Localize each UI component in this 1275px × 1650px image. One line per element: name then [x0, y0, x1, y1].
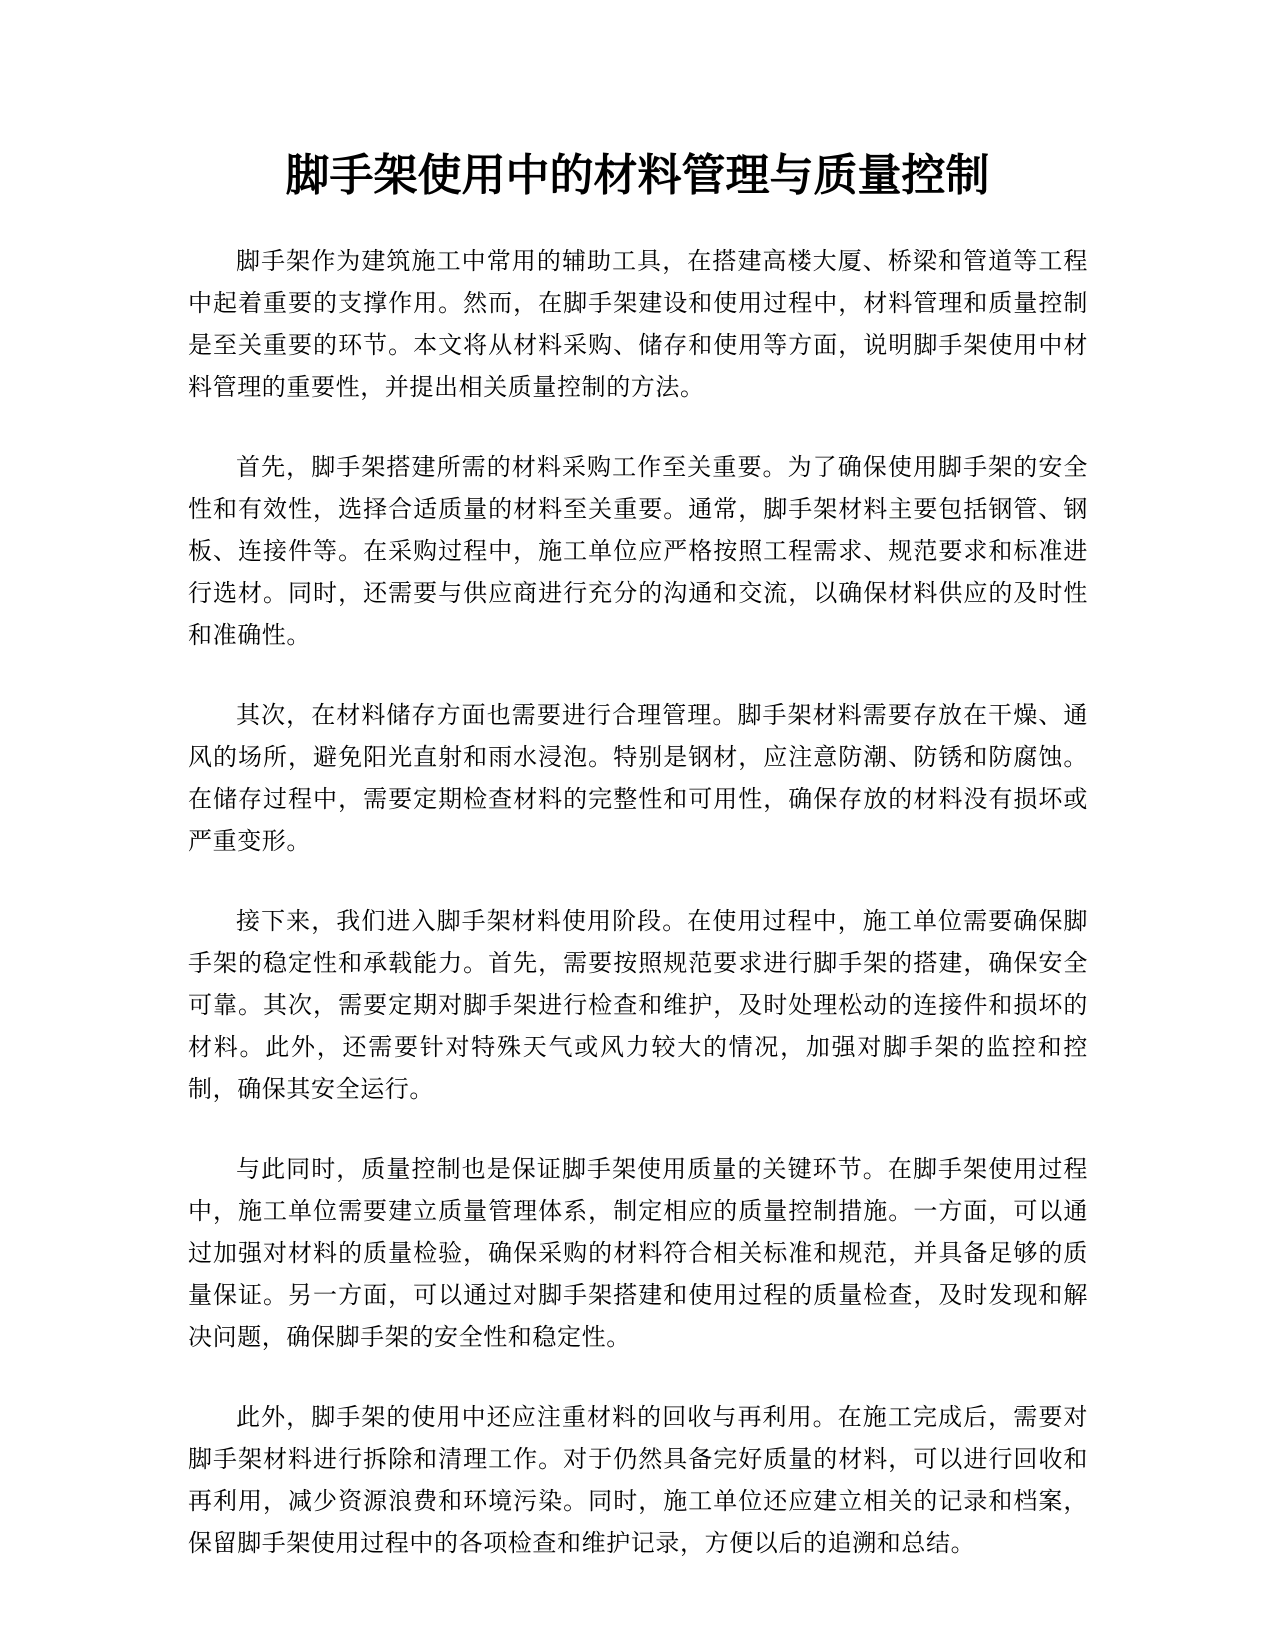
document-body [188, 240, 1088, 1602]
paragraph-5: 与此同时，质量控制也是保证脚手架使用质量的关键环节。在脚手架使用过程中，施工单位需要建立质量管理体系，制定相应的质量控制措施。一方面，可以通过加强对材料的质量检验，确保采购的材料符合相关标准和规范，并具备足够的质量保证。另一方面，可以通过对脚手架搭建和使用过程的质量检查，及时发现和解决问题，确保脚手架的安全性和稳定性。 [188, 1155, 1088, 1351]
paragraph-1: 脚手架作为建筑施工中常用的辅助工具，在搭建高楼大厦、桥梁和管道等工程中起着重要的支撑作用。然而，在脚手架建设和使用过程中，材料管理和质量控制是至关重要的环节。本文将从材料采购、储存和使用等方面，说明脚手架使用中材料管理的重要性，并提出相关质量控制的方法。 [188, 247, 1088, 401]
paragraph-3: 其次，在材料储存方面也需要进行合理管理。脚手架材料需要存放在干燥、通风的场所，避免阳光直射和雨水浸泡。特别是钢材，应注意防潮、防锈和防腐蚀。在储存过程中，需要定期检查材料的完整性和可用性，确保存放的材料没有损坏或严重变形。 [188, 701, 1088, 855]
paragraph-2: 首先，脚手架搭建所需的材料采购工作至关重要。为了确保使用脚手架的安全性和有效性，选择合适质量的材料至关重要。通常，脚手架材料主要包括钢管、钢板、连接件等。在采购过程中，施工单位应严格按照工程需求、规范要求和标准进行选材。同时，还需要与供应商进行充分的沟通和交流，以确保材料供应的及时性和准确性。 [188, 453, 1088, 649]
document-title: 脚手架使用中的材料管理与质量控制 [285, 150, 990, 201]
paragraph-4: 接下来，我们进入脚手架材料使用阶段。在使用过程中，施工单位需要确保脚手架的稳定性和承载能力。首先，需要按照规范要求进行脚手架的搭建，确保安全可靠。其次，需要定期对脚手架进行检查和维护，及时处理松动的连接件和损坏的材料。此外，还需要针对特殊天气或风力较大的情况，加强对脚手架的监控和控制，确保其安全运行。 [188, 907, 1088, 1103]
paragraph-6: 此外，脚手架的使用中还应注重材料的回收与再利用。在施工完成后，需要对脚手架材料进行拆除和清理工作。对于仍然具备完好质量的材料，可以进行回收和再利用，减少资源浪费和环境污染。同时，施工单位还应建立相关的记录和档案，保留脚手架使用过程中的各项检查和维护记录，方便以后的追溯和总结。 [188, 1403, 1088, 1557]
